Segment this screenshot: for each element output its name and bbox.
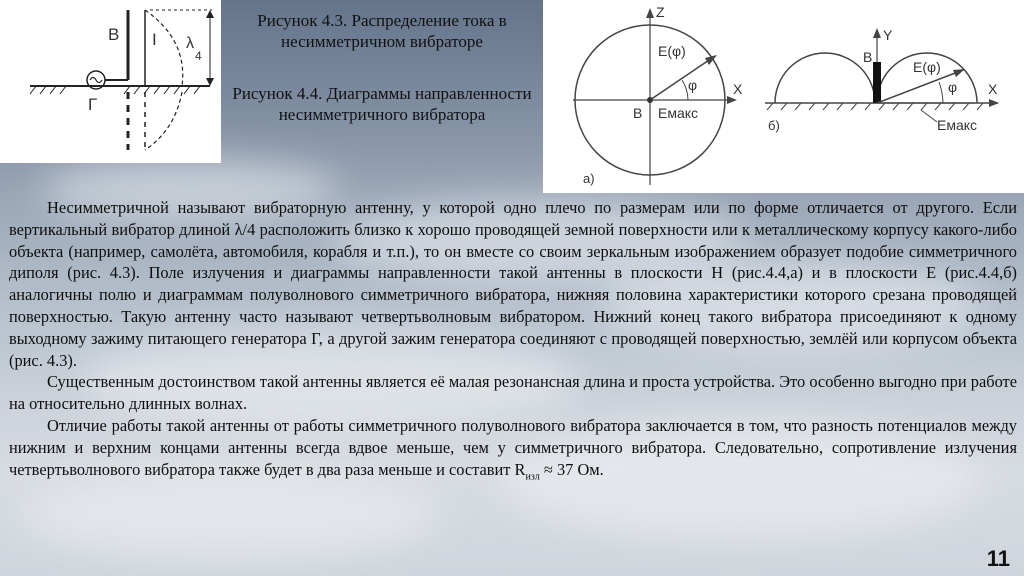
vibrator-label-b: В xyxy=(863,49,873,65)
axis-x-label-a: X xyxy=(733,81,743,97)
figure-4-4-panel xyxy=(543,0,1024,193)
phi-label-b: φ xyxy=(948,79,958,95)
vibrator-label-a: В xyxy=(633,105,643,121)
figure-4-3-diagram xyxy=(0,0,221,163)
figure-4-4-diagram xyxy=(543,0,1024,193)
axis-x-label-b: X xyxy=(988,81,998,97)
axis-y-label: Y xyxy=(883,27,893,43)
figure-4-4-caption: Рисунок 4.4. Диаграммы направленности несимметричного вибратора xyxy=(232,84,532,124)
e-phi-label-a: E(φ) xyxy=(658,43,686,59)
current-label: I xyxy=(152,30,157,49)
axis-z-label: Z xyxy=(656,4,665,20)
paragraph-3-end: ≈ 37 Ом. xyxy=(539,459,604,479)
e-max-label-b: Eмакс xyxy=(937,117,978,133)
page-number: 11 xyxy=(986,546,1010,571)
e-max-label-a: Eмакс xyxy=(658,105,699,121)
body-text xyxy=(9,197,1017,488)
paragraph-3-main: Отличие работы такой антенны от работы симметричного полуволнового вибратора заключается в том, что разность потенциалов между нижним и верхним концами антенны всегда вдвое меньше, чем у симметричного вибратора. Следовательно, сопротивление излучения четвертьволнового вибратора также будет в два раза меньше и составит R xyxy=(9,415,1017,479)
figure-4-3-caption: Рисунок 4.3. Распределение тока в несимметричном вибраторе xyxy=(257,11,507,51)
panel-a-label: а) xyxy=(583,171,595,186)
paragraph-1: Несимметричной называют вибраторную антенну, у которой одно плечо по размерам или по форме отличается от другого. Если вертикальный вибратор длиной λ/4 расположить близко к хорошо проводящей земной поверхности или к металлическому корпусу какого-либо объекта (например, самолёта, автомобиля, корабля и т.п.), то он вместе со своим зеркальным изображением образует подобие симметричного диполя (рис. 4.3). Поле излучения и диаграммы направленности такой антенны в плоскости Н (рис.4.4,а) и в плоскости Е (рис.4.4,б) аналогичны полю и диаграммам полуволнового симметричного вибратора, нижняя половина характеристики которого срезана проводящей поверхностью. Такую антенну часто называют четвертьволновым вибратором. Нижний конец такого вибратора присоединяют к одному выходному зажиму питающего генератора Г, а другой зажим генератора соединяют с проводящей поверхностью, землёй или корпусом объекта (рис. 4.3). xyxy=(9,198,1017,370)
generator-label: Г xyxy=(88,95,98,114)
e-phi-label-b: E(φ) xyxy=(913,59,941,75)
paragraph-2: Существенным достоинством такой антенны является её малая резонансная длина и проста устройства. Это особенно выгодно при работе на относительно длинных волнах. xyxy=(9,372,1017,414)
panel-b-label: б) xyxy=(768,118,780,133)
r-subscript: изл xyxy=(525,470,540,482)
vibrator-label: В xyxy=(108,25,120,44)
paragraph-3 xyxy=(9,415,1017,488)
figure-4-3-panel xyxy=(0,0,221,163)
lambda-quarter-label: 4 xyxy=(195,49,202,63)
lambda-label: λ xyxy=(186,35,194,52)
phi-label-a: φ xyxy=(688,77,698,93)
